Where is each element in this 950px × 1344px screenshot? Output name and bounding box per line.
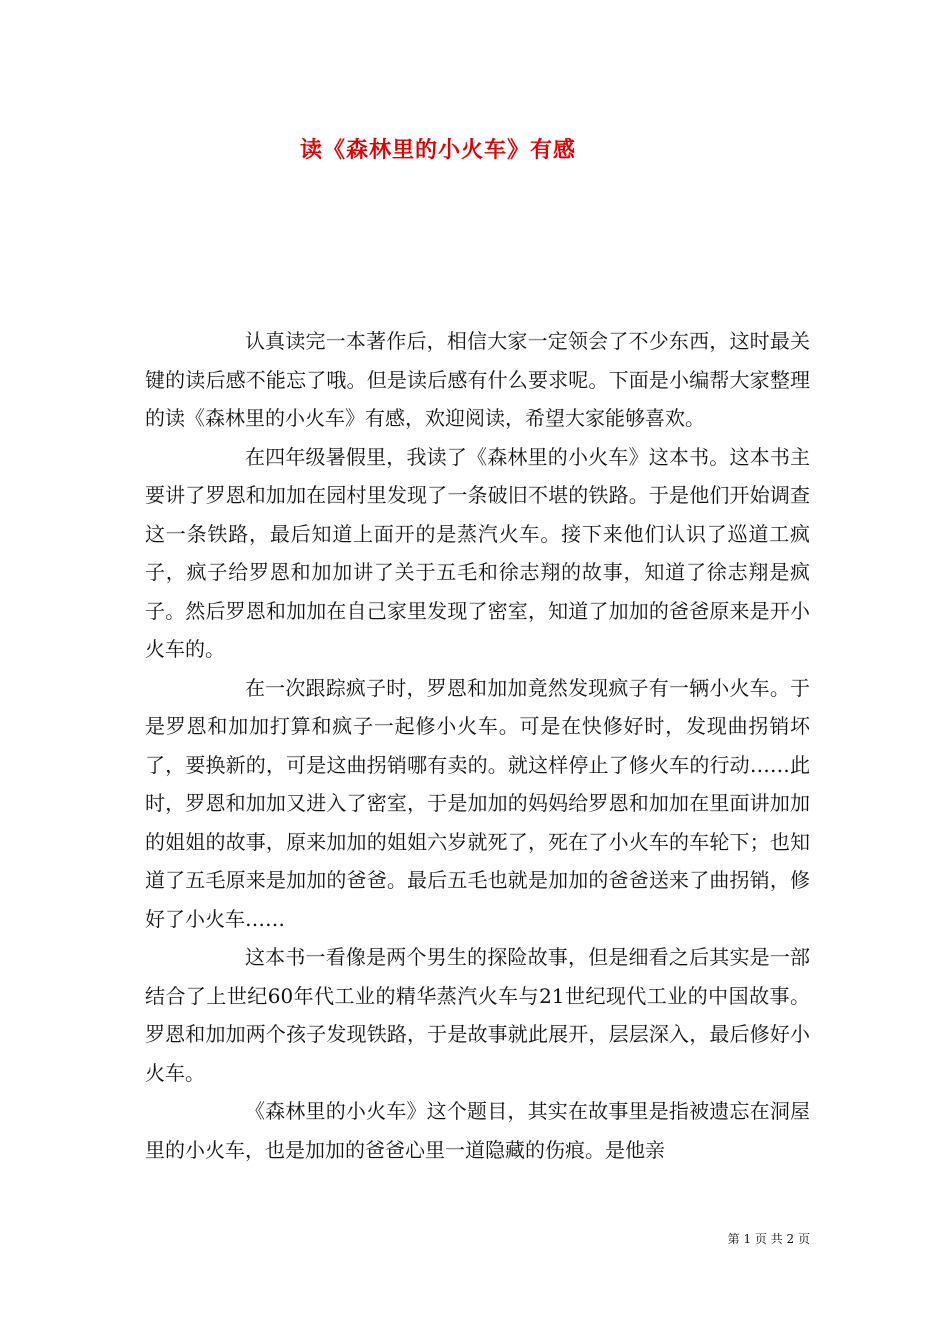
paragraph-summary: 在四年级暑假里，我读了《森林里的小火车》这本书。这本书主要讲了罗恩和加加在园村里发现了一条破旧不堪的铁路。于是他们开始调查这一条铁路，最后知道上面开的是蒸汽火车。接下来他们认识了巡道工疯子，疯子给罗恩和加加讲了关于五毛和徐志翔的故事，知道了徐志翔是疯子。然后罗恩和加加在自己家里发现了密室，知道了加加的爸爸原来是开小火车的。	[145, 444, 810, 661]
document-title: 读《森林里的小火车》有感	[300, 137, 577, 163]
paragraph-reflection: 这本书一看像是两个男生的探险故事，但是细看之后其实是一部结合了上世纪60年代工业的精华蒸汽火车与21世纪现代工业的中国故事。罗恩和加加两个孩子发现铁路，于是故事就此展开，层层深入，最后修好小火车。	[145, 945, 810, 1085]
paragraph-plot: 在一次跟踪疯子时，罗恩和加加竟然发现疯子有一辆小火车。于是罗恩和加加打算和疯子一起修小火车。可是在快修好时，发现曲拐销坏了，要换新的，可是这曲拐销哪有卖的。就这样停止了修火车的行动……此时，罗恩和加加又进入了密室，于是加加的妈妈给罗恩和加加在里面讲加加的姐姐的故事，原来加加的姐姐六岁就死了，死在了小火车的车轮下；也知道了五毛原来是加加的爸爸。最后五毛也就是加加的爸爸送来了曲拐销，修好了小火车……	[145, 675, 810, 931]
paragraph-title-meaning: 《森林里的小火车》这个题目，其实在故事里是指被遗忘在洞屋里的小火车，也是加加的爸爸心里一道隐藏的伤痕。是他亲	[145, 1099, 810, 1162]
paragraph-intro: 认真读完一本著作后，相信大家一定领会了不少东西，这时最关键的读后感不能忘了哦。但是读后感有什么要求呢。下面是小编帮大家整理的读《森林里的小火车》有感，欢迎阅读，希望大家能够喜欢。	[145, 329, 810, 430]
document-body	[145, 322, 810, 1169]
page-number: 第 1 页 共 2 页	[727, 1232, 810, 1246]
